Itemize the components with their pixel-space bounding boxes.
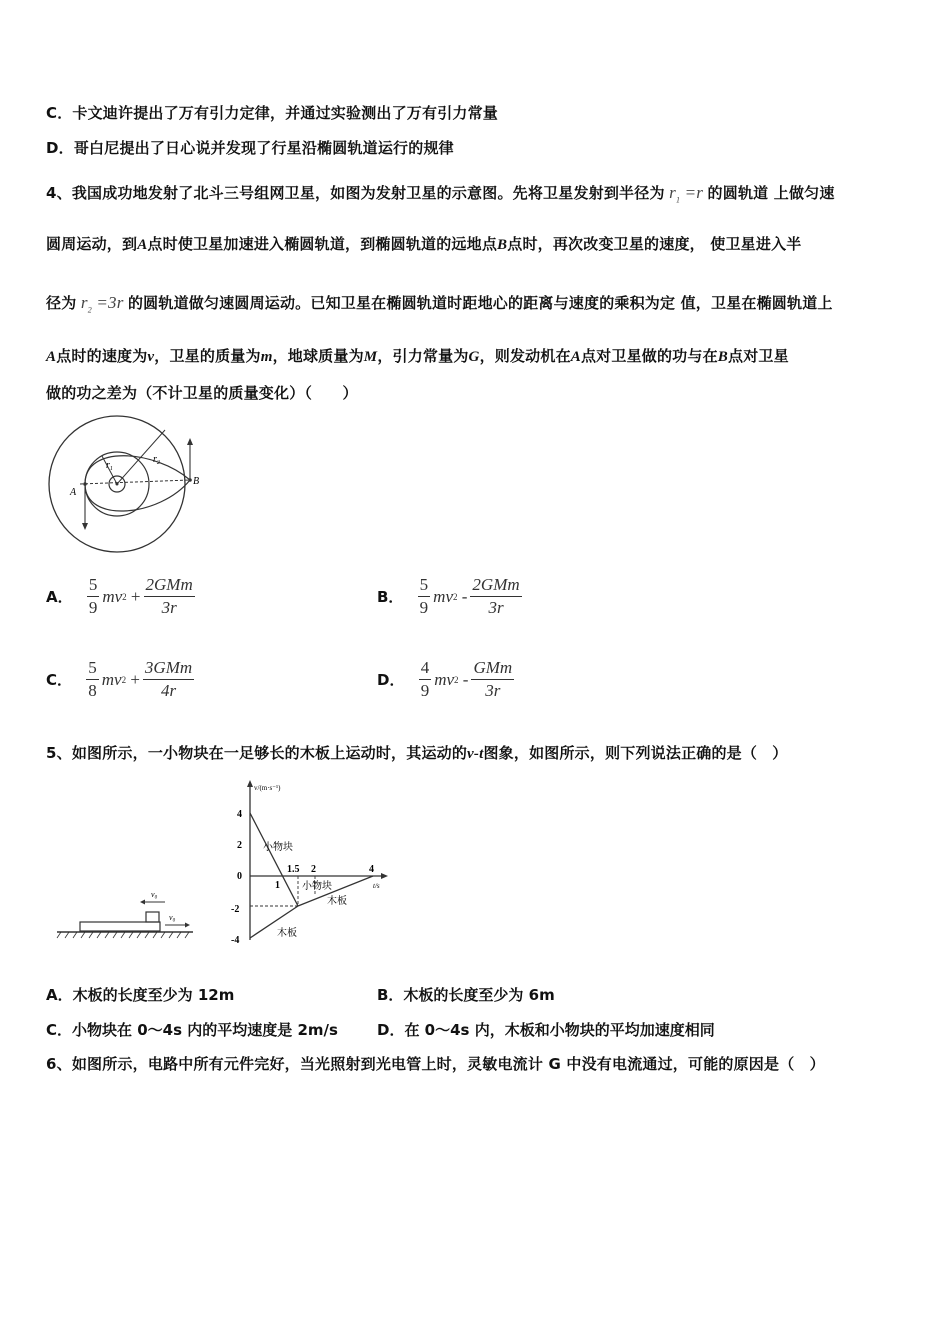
q4-option-d[interactable]: D． $\frac{4}{9}$ mv 2 - $\frac{\text{GMm}}{3r}$ — [377, 657, 517, 702]
block-line-1 — [250, 813, 298, 906]
x-tick-1-5: 1.5 — [287, 864, 300, 875]
r2-radius-line — [117, 430, 165, 484]
q5-stem: 5、如图所示，一小物块在一足够长的木板上运动时，其运动的v-t图象，如图所示，则下列说法正确的是（ ） — [46, 744, 788, 762]
board-diagram — [55, 885, 200, 945]
x-tick-1: 1 — [275, 880, 280, 891]
block-velocity-arrow-head — [140, 900, 145, 905]
small-block — [146, 912, 159, 922]
q4-option-a[interactable]: A． $\frac{5}{9}$ mv 2 + $\frac{\text{2GMm}}{3r}$ — [46, 574, 198, 619]
q4-stem-line-2: 圆周运动，到A点时使卫星加速进入椭圆轨道，到椭圆轨道的远地点B点时，再次改变卫星的速度， 使卫星进入半 — [46, 235, 802, 253]
q4-option-b[interactable]: B． $\frac{5}{9}$ mv 2 - $\frac{\text{2GMm}}{3r}$ — [377, 574, 525, 619]
x-axis-label: t/s — [373, 882, 380, 890]
point-a-dot — [83, 482, 87, 486]
formula-a: $\frac{5}{9}$ mv 2 + $\frac{\text{2GMm}}{3r}$ — [88, 575, 193, 617]
velocity-arrow-a-head — [82, 523, 88, 530]
label-block-lower: 小物块 — [302, 881, 332, 892]
label-r2: $r_2$ — [153, 454, 160, 466]
q3-option-d: D．哥白尼提出了日心说并发现了行星沿椭圆轨道运行的规律 — [46, 139, 454, 157]
formula-d: $\frac{4}{9}$ mv 2 - $\frac{\text{GMm}}{3r}$ — [420, 658, 513, 700]
y-tick-0: 0 — [237, 871, 242, 882]
orbit-diagram — [40, 412, 220, 557]
label-block-upper: 小物块 — [263, 842, 293, 853]
label-board-lower: 木板 — [277, 928, 297, 939]
label-r1: $r_1$ — [106, 460, 113, 472]
y-tick-neg2: -2 — [231, 904, 240, 915]
vt-graph — [225, 778, 400, 948]
label-board-right: 木板 — [327, 896, 347, 907]
y-axis-arrow — [247, 780, 253, 787]
q5-option-b[interactable]: B．木板的长度至少为 6m — [377, 986, 555, 1004]
formula-c: $\frac{5}{8}$ mv 2 + $\frac{\text{3GMm}}{4r}$ — [88, 658, 193, 700]
q4-stem-line-5: 做的功之差为（不计卫星的质量变化）（ ） — [46, 384, 358, 402]
y-tick-2: 2 — [237, 840, 242, 851]
q4-stem-line-1: 4、我国成功地发射了北斗三号组网卫星，如图为发射卫星的示意图。先将卫星发射到半径为 $r_1 =r$ 的圆轨道 上做匀速 — [46, 183, 835, 205]
label-b: B — [193, 476, 200, 487]
q3-option-c: C．卡文迪许提出了万有引力定律，并通过实验测出了万有引力常量 — [46, 104, 499, 122]
q4-stem-line-4: A点时的速度为v，卫星的质量为m，地球质量为M，引力常量为G，则发动机在A点对卫星做的功与在B点对卫星 — [46, 347, 789, 365]
q5-option-d[interactable]: D．在 0～4s 内，木板和小物块的平均加速度相同 — [377, 1021, 715, 1039]
q5-option-c[interactable]: C．小物块在 0～4s 内的平均速度是 2m/s — [46, 1021, 338, 1039]
y-tick-neg4: -4 — [231, 935, 240, 946]
x-tick-4: 4 — [369, 864, 374, 875]
point-b-dot — [188, 478, 192, 482]
formula-b: $\frac{5}{9}$ mv 2 - $\frac{\text{2GMm}}{3r}$ — [419, 575, 520, 617]
y-axis-label: v/(m·s⁻¹) — [254, 784, 281, 792]
ground-hatching — [57, 932, 189, 938]
r2-equation: $r_2 =3r$ — [80, 293, 124, 315]
x-tick-2: 2 — [311, 864, 316, 875]
q5-option-a[interactable]: A．木板的长度至少为 12m — [46, 986, 235, 1004]
q4-stem-line-3: 径为 $r_2 =3r$ 的圆轨道做匀速圆周运动。已知卫星在椭圆轨道时距地心的距离与速度的乘积为定 值，卫星在椭圆轨道上 — [46, 293, 833, 315]
dashed-axis — [80, 480, 190, 484]
x-axis-arrow — [381, 873, 388, 879]
q6-stem: 6、如图所示，电路中所有元件完好，当光照射到光电管上时，灵敏电流计 G 中没有电流通过，可能的原因是（ ） — [46, 1055, 825, 1073]
r1-equation: $r_1 =r$ — [669, 183, 704, 205]
y-tick-4: 4 — [237, 809, 242, 820]
board-velocity-arrow-head — [185, 923, 190, 928]
board — [80, 922, 160, 931]
block-velocity-label: v0 — [151, 890, 158, 901]
label-a: A — [70, 487, 77, 498]
velocity-arrow-b-head — [187, 438, 193, 445]
q4-option-c[interactable]: C． $\frac{5}{8}$ mv 2 + $\frac{\text{3GMm}}{4r}$ — [46, 657, 197, 702]
board-velocity-label: v0 — [169, 913, 176, 924]
